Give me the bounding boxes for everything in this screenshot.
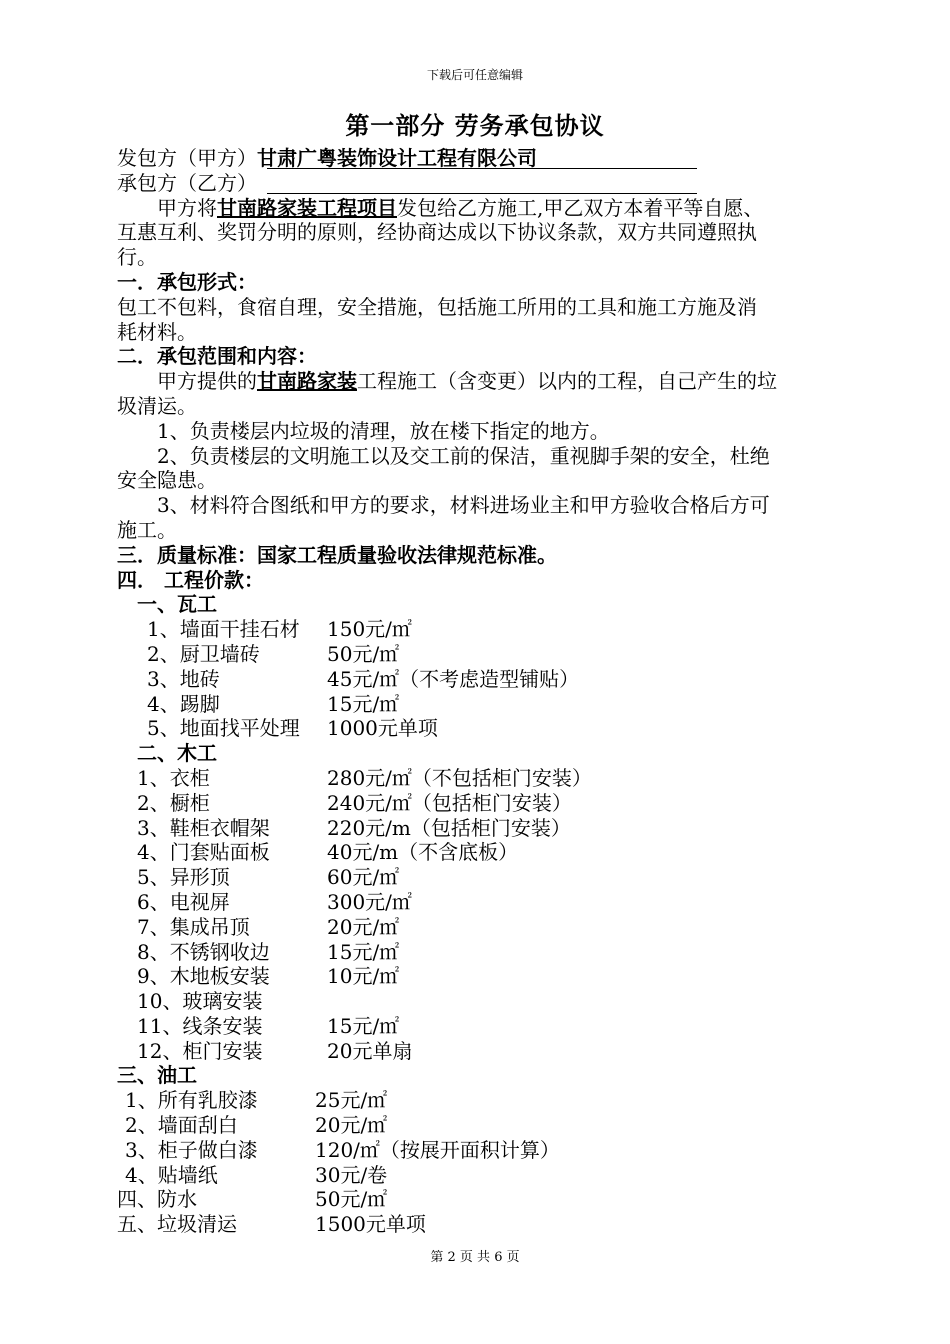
price-row (117, 1039, 847, 1064)
intro-project-name: 甘南路家装工程项目 (217, 195, 397, 220)
party-b-underline (267, 193, 697, 194)
item-name: 6、电视屏 (137, 889, 230, 914)
section-2-item-3b: 施工。 (117, 517, 177, 542)
price-row (117, 1014, 847, 1039)
price-row (117, 1163, 847, 1188)
section-1-body-b: 耗材料。 (117, 319, 197, 344)
price-row (117, 865, 847, 890)
intro-line-3: 行。 (117, 245, 157, 270)
section-1-title: 一．承包形式： (117, 269, 257, 294)
section-1-body-a: 包工不包料，食宿自理，安全措施，包括施工所用的工具和施工方施及消 (117, 294, 757, 319)
waterproof-price: 50元/㎡ (315, 1187, 388, 1212)
garbage-price: 1500元单项 (315, 1212, 426, 1237)
item-price: 150元/㎡ (327, 617, 412, 642)
price-row (117, 791, 847, 816)
section-2-text: 甲方提供的 (157, 369, 257, 394)
item-price: 15元/㎡ (327, 691, 400, 716)
item-price: 300元/㎡ (327, 889, 412, 914)
item-price: 45元/㎡（不考虑造型铺贴） (327, 666, 580, 691)
item-name: 3、柜子做白漆 (125, 1137, 258, 1162)
waterproof-name: 四、防水 (117, 1187, 197, 1212)
party-a-line (117, 146, 847, 171)
wood-work-title: 二、木工 (137, 741, 217, 766)
item-price: 240元/㎡（包括柜门安装） (327, 790, 572, 815)
garbage-name: 五、垃圾清运 (117, 1212, 237, 1237)
item-name: 5、异形顶 (137, 865, 230, 890)
item-price: 120/㎡（按展开面积计算） (315, 1137, 560, 1162)
party-b-label: 承包方（乙方） (117, 170, 257, 195)
item-name: 3、鞋柜衣帽架 (137, 815, 270, 840)
section-2-item-3a: 3、材料符合图纸和甲方的要求，材料进场业主和甲方验收合格后方可 (157, 493, 770, 518)
tile-work-list (117, 617, 847, 741)
item-name: 2、橱柜 (137, 790, 210, 815)
paint-work-title: 三、油工 (117, 1063, 197, 1088)
waterproof-row (117, 1187, 847, 1212)
header-note: 下载后可任意编辑 (426, 68, 523, 82)
section-2-item-2a: 2、负责楼层的文明施工以及交工前的保洁，重视脚手架的安全，杜绝 (157, 443, 770, 468)
item-name: 5、地面找平处理 (147, 716, 300, 741)
item-price: 60元/㎡ (327, 865, 400, 890)
price-row (117, 915, 847, 940)
price-row (117, 964, 847, 989)
item-name: 7、集成吊顶 (137, 914, 250, 939)
section-4-title: 四． 工程价款： (117, 567, 264, 592)
price-row (117, 840, 847, 865)
garbage-row (117, 1212, 847, 1237)
intro-line-1 (117, 196, 847, 221)
price-row (117, 1113, 847, 1138)
wood-work-list (117, 766, 847, 1064)
price-row (117, 667, 847, 692)
tile-work-title: 一、瓦工 (137, 592, 217, 617)
item-name: 4、踢脚 (147, 691, 220, 716)
item-price: 280元/㎡（不包括柜门安装） (327, 765, 592, 790)
item-price: 15元/㎡ (327, 939, 400, 964)
item-price: 30元/卷 (315, 1162, 388, 1187)
intro-text: 甲方将 (157, 195, 217, 220)
item-name: 1、墙面干挂石材 (147, 617, 300, 642)
item-price: 40元/m（不含底板） (327, 840, 519, 865)
section-2-title: 二．承包范围和内容： (117, 344, 317, 369)
item-name: 4、贴墙纸 (125, 1162, 218, 1187)
item-price: 25元/㎡ (315, 1088, 388, 1113)
item-name: 8、不锈钢收边 (137, 939, 270, 964)
price-row (117, 642, 847, 667)
item-price: 1000元单项 (327, 716, 438, 741)
page-title: 第一部分 劳务承包协议 (345, 111, 605, 140)
item-price: 50元/㎡ (327, 641, 400, 666)
item-price: 20元/㎡ (327, 914, 400, 939)
item-name: 2、墙面刮白 (125, 1113, 238, 1138)
item-name: 11、线条安装 (137, 1013, 263, 1038)
section-3-title: 三．质量标准：国家工程质量验收法律规范标准。 (117, 542, 557, 567)
section-2-para-line-1 (117, 369, 847, 394)
price-row (117, 989, 847, 1014)
price-row (117, 1138, 847, 1163)
section-2-item-2b: 安全隐患。 (117, 468, 217, 493)
intro-line-2: 互惠互利、奖罚分明的原则，经协商达成以下协议条款，双方共同遵照执 (117, 220, 757, 245)
item-name: 4、门套贴面板 (137, 840, 270, 865)
price-row (117, 617, 847, 642)
price-row (117, 766, 847, 791)
item-name: 10、玻璃安装 (137, 989, 263, 1014)
item-price: 220元/m（包括柜门安装） (327, 815, 571, 840)
price-row (117, 692, 847, 717)
party-a-underline (267, 168, 697, 169)
party-a-label: 发包方（甲方） (117, 146, 257, 170)
item-price: 20元单扇 (327, 1038, 413, 1063)
price-row (117, 940, 847, 965)
section-2-project-name: 甘南路家装 (257, 369, 357, 394)
price-row (117, 890, 847, 915)
price-row (117, 1088, 847, 1113)
item-price: 10元/㎡ (327, 964, 400, 989)
party-b-line (117, 171, 847, 196)
paint-work-list (117, 1088, 847, 1187)
party-a-name: 甘肃广粤装饰设计工程有限公司 (257, 146, 537, 170)
section-2-item-1: 1、负责楼层内垃圾的清理，放在楼下指定的地方。 (157, 418, 610, 443)
price-row (117, 816, 847, 841)
page-footer: 第 2 页 共 6 页 (430, 1250, 520, 1265)
item-price: 20元/㎡ (315, 1113, 388, 1138)
section-2-para-line-2: 圾清运。 (117, 393, 197, 418)
item-name: 2、厨卫墙砖 (147, 641, 260, 666)
price-row (117, 716, 847, 741)
item-name: 12、柜门安装 (137, 1038, 263, 1063)
document-body (117, 146, 847, 1237)
section-2-text-cont: 工程施工（含变更）以内的工程，自己产生的垃 (357, 369, 777, 394)
item-price: 15元/㎡ (327, 1013, 400, 1038)
item-name: 9、木地板安装 (137, 964, 270, 989)
item-name: 1、衣柜 (137, 765, 210, 790)
item-name: 1、所有乳胶漆 (125, 1088, 258, 1113)
intro-text-cont: 发包给乙方施工,甲乙双方本着平等自愿、 (397, 195, 764, 220)
item-name: 3、地砖 (147, 666, 220, 691)
